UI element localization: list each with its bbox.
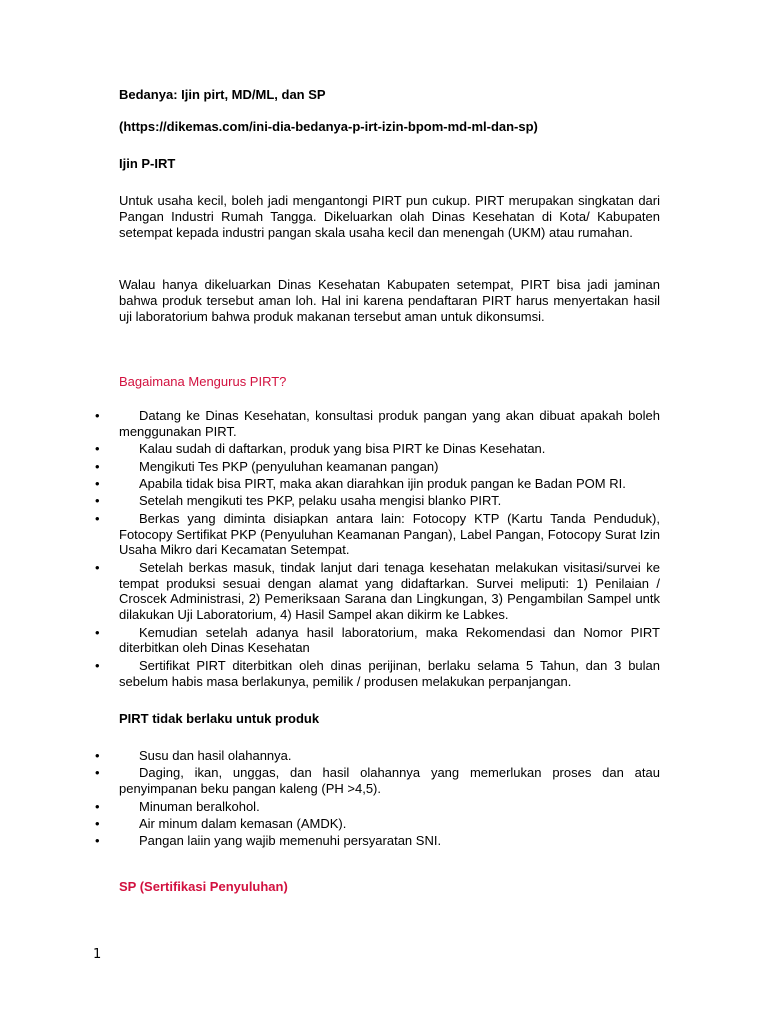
bullet-icon: • <box>95 815 100 831</box>
page-number: 1 <box>93 947 102 962</box>
list-item: • Apabila tidak bisa PIRT, maka akan diarahkan ijin produk pangan ke Badan POM RI. <box>95 475 626 491</box>
paragraph-intro: Untuk usaha kecil, boleh jadi mengantongi PIRT pun cukup. PIRT merupakan singkatan dari Pangan Industri Rumah Tangga. Dikeluarkan olah Dinas Kesehatan di Kota/ Kabupaten setempat kepada industri pangan skala usaha kecil dan menengah (UKM) atau rumahan. <box>119 193 660 241</box>
list-item: • Minuman beralkohol. <box>95 798 260 814</box>
list-item: • Setelah berkas masuk, tindak lanjut dari tenaga kesehatan melakukan visitasi/survei ke tempat produksi sesuai dengan alamat yang didaftarkan. Survei meliputi: 1) Penilaian / Croscek Administrasi, 2) Pemeriksaan Sarana dan Lingkungan, 3) Pengambilan Sampel untk dilakukan Uji Laboratorium, 4) Hasil Sampel akan dikirm ke Labkes. <box>95 559 660 623</box>
list-item: • Mengikuti Tes PKP (penyuluhan keamanan pangan) <box>95 458 439 474</box>
section-heading-pirt-tidak-berlaku: PIRT tidak berlaku untuk produk <box>119 711 320 726</box>
bullet-icon: • <box>95 765 100 781</box>
bullet-icon: • <box>95 475 100 491</box>
section-heading-sp: SP (Sertifikasi Penyuluhan) <box>119 879 288 894</box>
bullet-icon: • <box>95 493 100 509</box>
document-title: Bedanya: Ijin pirt, MD/ML, dan SP <box>119 87 326 102</box>
bullet-icon: • <box>95 441 100 457</box>
list-item: • Susu dan hasil olahannya. <box>95 748 292 763</box>
list-item: • Berkas yang diminta disiapkan antara lain: Fotocopy KTP (Kartu Tanda Penduduk), Fotocopy Sertifikat PKP (Penyuluhan Keamanan Pangan), Label Pangan, Fotocopy Surat Izin Usaha Mikro dari Kecamatan Setempat. <box>95 510 660 558</box>
list-item: • Kemudian setelah adanya hasil laboratorium, maka Rekomendasi dan Nomor PIRT diterbitkan oleh Dinas Kesehatan <box>95 624 660 656</box>
paragraph-jaminan: Walau hanya dikeluarkan Dinas Kesehatan Kabupaten setempat, PIRT bisa jadi jaminan bahwa produk tersebut aman loh. Hal ini karena pendaftaran PIRT harus menyertakan hasil uji laboratorium bahwa produk makanan tersebut aman untuk dikonsumsi. <box>119 277 660 325</box>
section-heading-ijin-pirt: Ijin P-IRT <box>119 156 176 171</box>
list-item: • Sertifikat PIRT diterbitkan oleh dinas perijinan, berlaku selama 5 Tahun, dan 3 bulan sebelum habis masa berlakunya, pemilik / produsen melakukan perpanjangan. <box>95 657 660 689</box>
list-item: • Kalau sudah di daftarkan, produk yang bisa PIRT ke Dinas Kesehatan. <box>95 441 546 457</box>
bullet-icon: • <box>95 624 100 640</box>
bullet-icon: • <box>95 748 100 763</box>
bullet-icon: • <box>95 657 100 673</box>
steps-list <box>95 408 660 691</box>
list-item: • Datang ke Dinas Kesehatan, konsultasi produk pangan yang akan dibuat apakah boleh menggunakan PIRT. <box>95 408 660 439</box>
list-item: • Setelah mengikuti tes PKP, pelaku usaha mengisi blanko PIRT. <box>95 493 502 509</box>
exclusions-list <box>95 748 660 851</box>
bullet-icon: • <box>95 833 100 849</box>
bullet-icon: • <box>95 408 100 423</box>
bullet-icon: • <box>95 458 100 474</box>
source-link[interactable]: (https://dikemas.com/ini-dia-bedanya-p-irt-izin-bpom-md-ml-dan-sp) <box>119 119 538 134</box>
bullet-icon: • <box>95 798 100 814</box>
bullet-icon: • <box>95 510 100 526</box>
list-item: • Pangan laiin yang wajib memenuhi persyaratan SNI. <box>95 833 442 849</box>
section-heading-mengurus-pirt: Bagaimana Mengurus PIRT? <box>119 374 287 389</box>
list-item: • Daging, ikan, unggas, dan hasil olahannya yang memerlukan proses dan atau penyimpanan beku pangan kaleng (PH >4,5). <box>95 765 660 797</box>
bullet-icon: • <box>95 559 100 575</box>
list-item: • Air minum dalam kemasan (AMDK). <box>95 815 347 831</box>
